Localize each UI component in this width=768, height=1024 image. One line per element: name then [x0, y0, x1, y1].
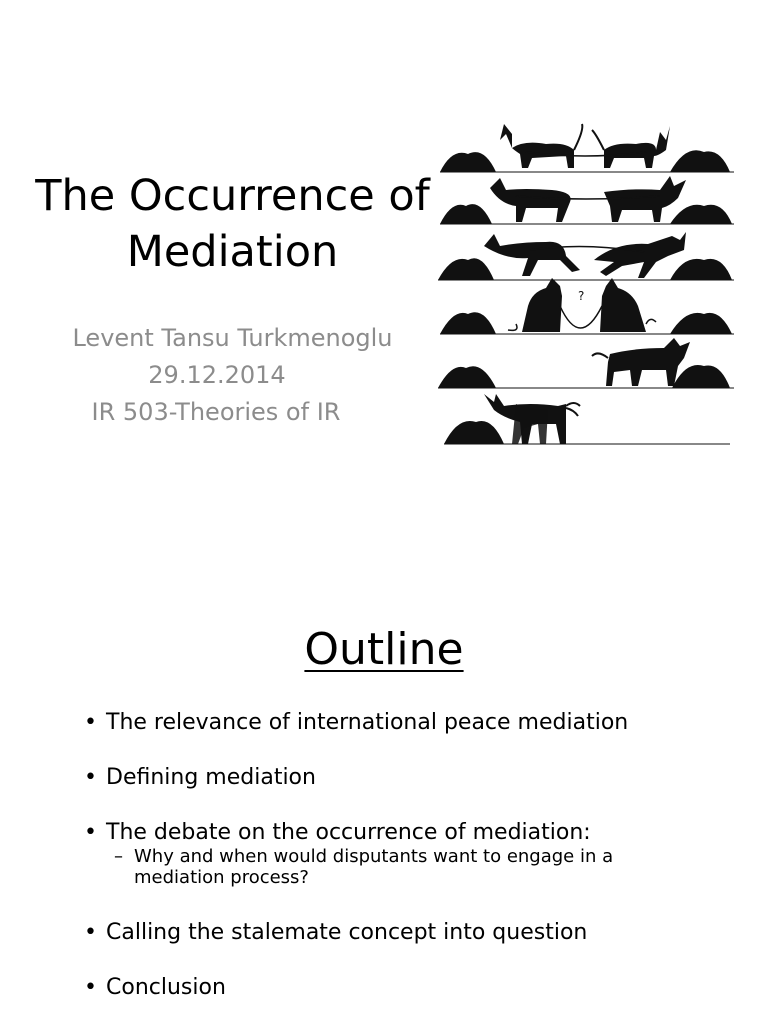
illustration-row-3	[438, 232, 734, 280]
bullet-item	[84, 918, 744, 948]
illustration-row-5	[438, 338, 734, 388]
bullet-glyph: •	[84, 765, 97, 790]
bullet-glyph: •	[84, 920, 97, 945]
outline-bullet-list	[84, 700, 744, 1003]
outline-slide	[0, 512, 768, 1024]
cooperating-donkeys-illustration	[434, 110, 740, 455]
bullet-item	[84, 708, 744, 738]
illustration-row-4	[440, 278, 734, 334]
bullet-item	[84, 763, 744, 793]
bullet-glyph: •	[84, 975, 97, 1000]
sub-bullet-line-2: mediation process?	[134, 867, 309, 888]
bullet-item	[84, 818, 744, 848]
illustration-row-1	[440, 124, 734, 172]
bullet-item	[84, 973, 744, 1003]
slide-title	[0, 168, 432, 280]
bullet-text: The debate on the occurrence of mediation:	[106, 820, 591, 845]
title-clip	[0, 160, 432, 290]
illustration-row-6	[444, 394, 730, 444]
bullet-glyph: •	[84, 710, 97, 735]
bullet-glyph: •	[84, 820, 97, 845]
title-line-1: The Occurrence of	[35, 171, 430, 221]
bullet-text: Conclusion	[106, 975, 226, 1000]
sub-bullet-item	[84, 846, 744, 888]
question-mark-label: ?	[578, 289, 585, 303]
outline-title: Outline	[304, 624, 464, 675]
sub-bullet-line-1: Why and when would disputants want to engage in a	[134, 846, 614, 867]
bullet-text: The relevance of international peace mediation	[106, 710, 629, 735]
presentation-date: 29.12.2014	[148, 361, 286, 389]
bullet-text: Calling the stalemate concept into question	[106, 920, 588, 945]
illustration-row-2	[440, 176, 734, 224]
dash-glyph: –	[114, 846, 123, 867]
bullet-text: Defining mediation	[106, 765, 316, 790]
author-name: Levent Tansu Turkmenoglu	[72, 324, 393, 352]
title-line-2: Mediation	[126, 227, 339, 277]
course-name: IR 503-Theories of IR	[91, 398, 341, 426]
